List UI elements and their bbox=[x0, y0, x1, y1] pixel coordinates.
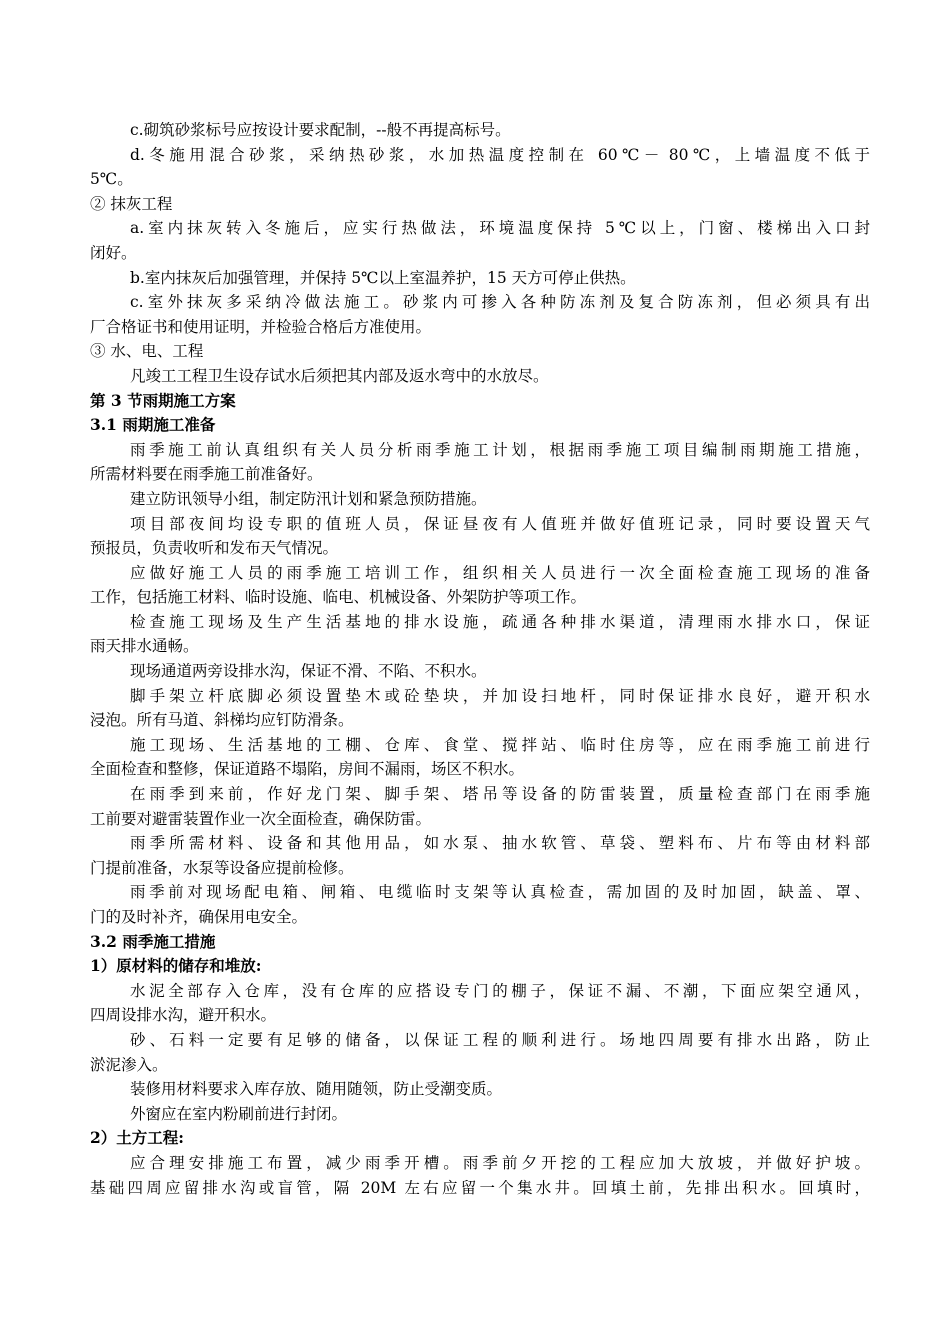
text-line: 5℃。 bbox=[90, 170, 133, 189]
text-line: 应做好施工人员的雨季施工培训工作，组织相关人员进行一次全面检查施工现场的准备 bbox=[130, 563, 870, 582]
text-line: 门提前准备，水泵等设备应提前检修。 bbox=[90, 858, 354, 877]
text-line: 凡竣工工程卫生设存试水后须把其内部及返水弯中的水放尽。 bbox=[130, 366, 549, 385]
section-heading: 3.1 雨期施工准备 bbox=[90, 415, 216, 435]
text-line: 基础四周应留排水沟或盲管，隔 20M 左右应留一个集水井。回填土前，先排出积水。回填时， bbox=[90, 1178, 870, 1197]
text-line: 建立防讯领导小组，制定防汛计划和紧急预防措施。 bbox=[130, 489, 487, 508]
document-body bbox=[90, 118, 870, 1200]
text-line: a.室内抹灰转入冬施后，应实行热做法，环境温度保持 5℃以上，门窗、楼梯出入口封 bbox=[130, 219, 870, 238]
text-line: 项目部夜间均设专职的值班人员，保证昼夜有人值班并做好值班记录，同时要设置天气 bbox=[130, 514, 870, 533]
section-heading: 1）原材料的储存和堆放: bbox=[90, 956, 262, 976]
text-line: 厂合格证书和使用证明，并检验合格后方准使用。 bbox=[90, 317, 432, 336]
section-heading: 2）土方工程: bbox=[90, 1128, 185, 1148]
text-line: 浸泡。所有马道、斜梯均应钉防滑条。 bbox=[90, 711, 354, 730]
section-heading: 第 3 节雨期施工方案 bbox=[90, 390, 236, 410]
text-line: 应合理安排施工布置，减少雨季开槽。雨季前夕开挖的工程应加大放坡，并做好护坡。 bbox=[130, 1153, 870, 1172]
text-line: 装修用材料要求入库存放、随用随领，防止受潮变质。 bbox=[130, 1080, 503, 1099]
text-line: 淤泥渗入。 bbox=[90, 1055, 168, 1074]
text-line: 全面检查和整修，保证道路不塌陷，房间不漏雨，场区不积水。 bbox=[90, 760, 525, 779]
text-line: 雨天排水通畅。 bbox=[90, 637, 199, 656]
text-line: 在雨季到来前，作好龙门架、脚手架、塔吊等设备的防雷装置，质量检查部门在雨季施 bbox=[130, 785, 870, 804]
text-line: ② 抹灰工程 bbox=[90, 194, 173, 213]
text-line: 水泥全部存入仓库，没有仓库的应搭设专门的棚子，保证不漏、不潮，下面应架空通风， bbox=[130, 981, 870, 1000]
text-line: b.室内抹灰后加强管理，并保持 5℃以上室温养护，15 天方可停止供热。 bbox=[130, 268, 636, 287]
text-line: 检查施工现场及生产生活基地的排水设施，疏通各种排水渠道，清理雨水排水口，保证 bbox=[130, 612, 870, 631]
text-line: 所需材料要在雨季施工前准备好。 bbox=[90, 465, 323, 484]
section-heading: 3.2 雨季施工措施 bbox=[90, 931, 216, 951]
text-line: ③ 水、电、工程 bbox=[90, 342, 204, 361]
text-line: 雨季前对现场配电箱、闸箱、电缆临时支架等认真检查，需加固的及时加固，缺盖、罩、 bbox=[130, 883, 870, 902]
text-line: 雨季所需材料、设备和其他用品，如水泵、抽水软管、草袋、塑料布、片布等由材料部 bbox=[130, 834, 870, 853]
text-line: 雨季施工前认真组织有关人员分析雨季施工计划，根据雨季施工项目编制雨期施工措施， bbox=[130, 440, 870, 459]
text-line: 工作，包括施工材料、临时设施、临电、机械设备、外架防护等项工作。 bbox=[90, 588, 587, 607]
text-line: 脚手架立杆底脚必须设置垫木或砼垫块，并加设扫地杆，同时保证排水良好，避开积水 bbox=[130, 686, 870, 705]
text-line: 门的及时补齐，确保用电安全。 bbox=[90, 908, 308, 926]
text-line: 四周设排水沟，避开积水。 bbox=[90, 1006, 277, 1025]
text-line: 预报员，负责收听和发布天气情况。 bbox=[90, 539, 339, 558]
text-line: 施工现场、生活基地的工棚、仓库、食堂、搅拌站、临时住房等，应在雨季施工前进行 bbox=[130, 735, 870, 754]
text-line: d.冬施用混合砂浆，采纳热砂浆，水加热温度控制在 60℃－ 80℃，上墙温度不低于 bbox=[130, 145, 870, 164]
text-line: c.室外抹灰多采纳冷做法施工。砂浆内可掺入各种防冻剂及复合防冻剂，但必须具有出 bbox=[130, 293, 870, 312]
text-line: 闭好。 bbox=[90, 243, 137, 262]
text-line: 现场通道两旁设排水沟，保证不滑、不陷、不积水。 bbox=[130, 662, 487, 681]
text-line: c.砌筑砂浆标号应按设计要求配制，--般不再提高标号。 bbox=[130, 121, 511, 139]
text-line: 砂、石料一定要有足够的储备，以保证工程的顺利进行。场地四周要有排水出路，防止 bbox=[130, 1030, 870, 1049]
text-line: 工前要对避雷装置作业一次全面检查，确保防雷。 bbox=[90, 809, 432, 828]
text-line: 外窗应在室内粉刷前进行封闭。 bbox=[130, 1104, 348, 1123]
